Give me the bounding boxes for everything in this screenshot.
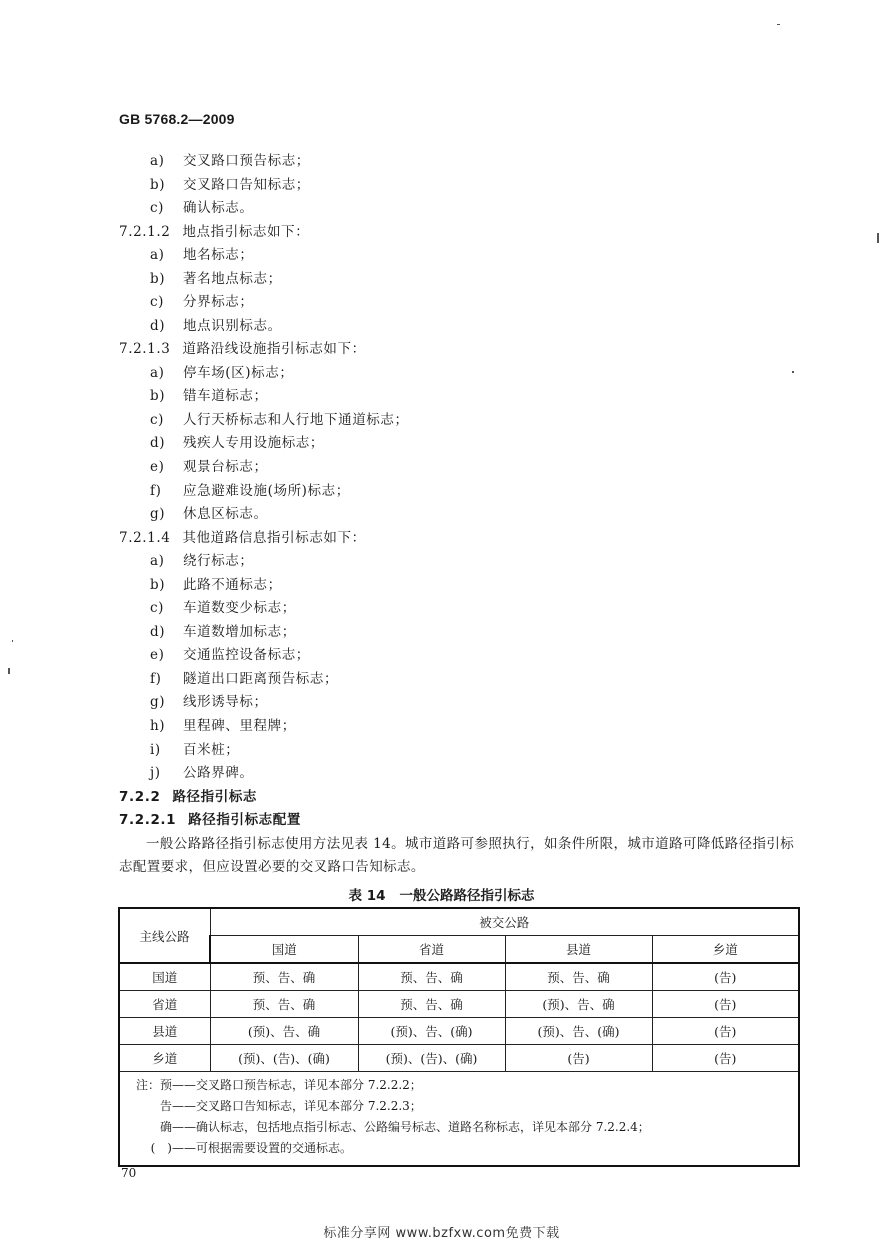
table-cell: (告) <box>652 1018 799 1045</box>
list-item: d) 车道数增加标志； <box>150 624 296 640</box>
list-item: f) 应急避难设施(场所)标志； <box>150 483 350 499</box>
table-cell: (预)、告、确 <box>505 991 652 1018</box>
list-item: a) 地名标志； <box>150 247 254 263</box>
section-heading: 7.2.1.2 地点指引标志如下： <box>119 224 310 240</box>
guide-sign-table <box>118 907 800 1167</box>
list-item: a) 绕行标志； <box>150 553 254 569</box>
table-row <box>119 1045 799 1072</box>
table-cell: 预、告、确 <box>210 963 358 991</box>
note-line: 确——确认标志，包括地点指引标志、公路编号标志、道路名称标志，详见本部分 7.2.2.4； <box>159 1120 650 1134</box>
table-cell: (预)、(告)、(确) <box>358 1045 505 1072</box>
row-header: 主线公路 <box>119 908 210 963</box>
list-item: f) 隧道出口距离预告标志； <box>150 671 339 687</box>
table-row <box>119 991 799 1018</box>
list-item: b) 著名地点标志； <box>150 271 282 287</box>
note-line: ( )——可根据需要设置的交通标志。 <box>150 1141 353 1155</box>
list-item: g) 线形诱导标； <box>150 694 268 710</box>
section-heading: 7.2.1.3 道路沿线设施指引标志如下： <box>119 341 366 357</box>
list-item: d) 残疾人专用设施标志； <box>150 435 324 451</box>
list-item: c) 分界标志； <box>150 294 254 310</box>
list-item: c) 确认标志。 <box>150 200 254 216</box>
list-item: g) 休息区标志。 <box>150 506 268 522</box>
table-cell: (告) <box>652 991 799 1018</box>
table-cell: (预)、告、确 <box>210 1018 358 1045</box>
list-item: c) 车道数变少标志； <box>150 600 296 616</box>
col-header: 省道 <box>358 936 505 964</box>
table-cell: (预)、告、(确) <box>505 1018 652 1045</box>
scan-speck <box>12 640 13 642</box>
note-line: 注：预——交叉路口预告标志，详见本部分 7.2.2.2； <box>135 1078 422 1092</box>
paragraph: 一般公路路径指引标志使用方法见表 14。城市道路可参照执行，如条件所限，城市道路可降低路径指引标志配置要求，但应设置必要的交叉路口告知标志。 <box>119 836 795 875</box>
group-header: 被交公路 <box>210 908 799 936</box>
table-cell: (告) <box>652 963 799 991</box>
table-cell: 预、告、确 <box>358 991 505 1018</box>
table-cell: (告) <box>505 1045 652 1072</box>
table-caption: 表 14 一般公路路径指引标志 <box>348 888 535 904</box>
row-name: 国道 <box>119 963 210 991</box>
note-line: 告——交叉路口告知标志，详见本部分 7.2.2.3； <box>159 1099 422 1113</box>
list-item: b) 错车道标志； <box>150 388 268 404</box>
table-cell: 预、告、确 <box>505 963 652 991</box>
list-item: d) 地点识别标志。 <box>150 318 282 334</box>
table-cell: 预、告、确 <box>358 963 505 991</box>
list-item: i) 百米桩； <box>150 742 240 758</box>
row-name: 乡道 <box>119 1045 210 1072</box>
list-item: j) 公路界碑。 <box>150 765 254 781</box>
list-item: a) 交叉路口预告标志； <box>150 153 310 169</box>
table-cell: (预)、告、(确) <box>358 1018 505 1045</box>
standard-code: GB 5768.2—2009 <box>119 111 235 127</box>
row-name: 县道 <box>119 1018 210 1045</box>
list-item: a) 停车场(区)标志； <box>150 365 294 381</box>
section-heading: 7.2.2 路径指引标志 <box>119 789 258 805</box>
page-number: 70 <box>121 1166 137 1180</box>
table-row <box>119 1018 799 1045</box>
table-notes <box>119 1072 799 1167</box>
table-row <box>119 963 799 991</box>
scan-speck <box>877 233 879 243</box>
list-item: e) 观景台标志； <box>150 459 268 475</box>
col-header: 县道 <box>505 936 652 964</box>
section-heading: 7.2.2.1 路径指引标志配置 <box>119 812 301 828</box>
list-item: b) 此路不通标志； <box>150 577 282 593</box>
scan-speck <box>792 371 794 373</box>
section-heading: 7.2.1.4 其他道路信息指引标志如下： <box>119 530 366 546</box>
scan-speck <box>777 24 780 25</box>
table-cell: (告) <box>652 1045 799 1072</box>
table-cell: (预)、(告)、(确) <box>210 1045 358 1072</box>
list-item: c) 人行天桥标志和人行地下通道标志； <box>150 412 409 428</box>
col-header: 国道 <box>210 936 358 964</box>
footer-watermark: 标准分享网 www.bzfxw.com免费下载 <box>323 1226 560 1241</box>
scan-speck <box>8 668 10 674</box>
list-item: b) 交叉路口告知标志； <box>150 177 310 193</box>
col-header: 乡道 <box>652 936 799 964</box>
list-item: h) 里程碑、里程牌； <box>150 718 296 734</box>
table-cell: 预、告、确 <box>210 991 358 1018</box>
list-item: e) 交通监控设备标志； <box>150 647 310 663</box>
row-name: 省道 <box>119 991 210 1018</box>
